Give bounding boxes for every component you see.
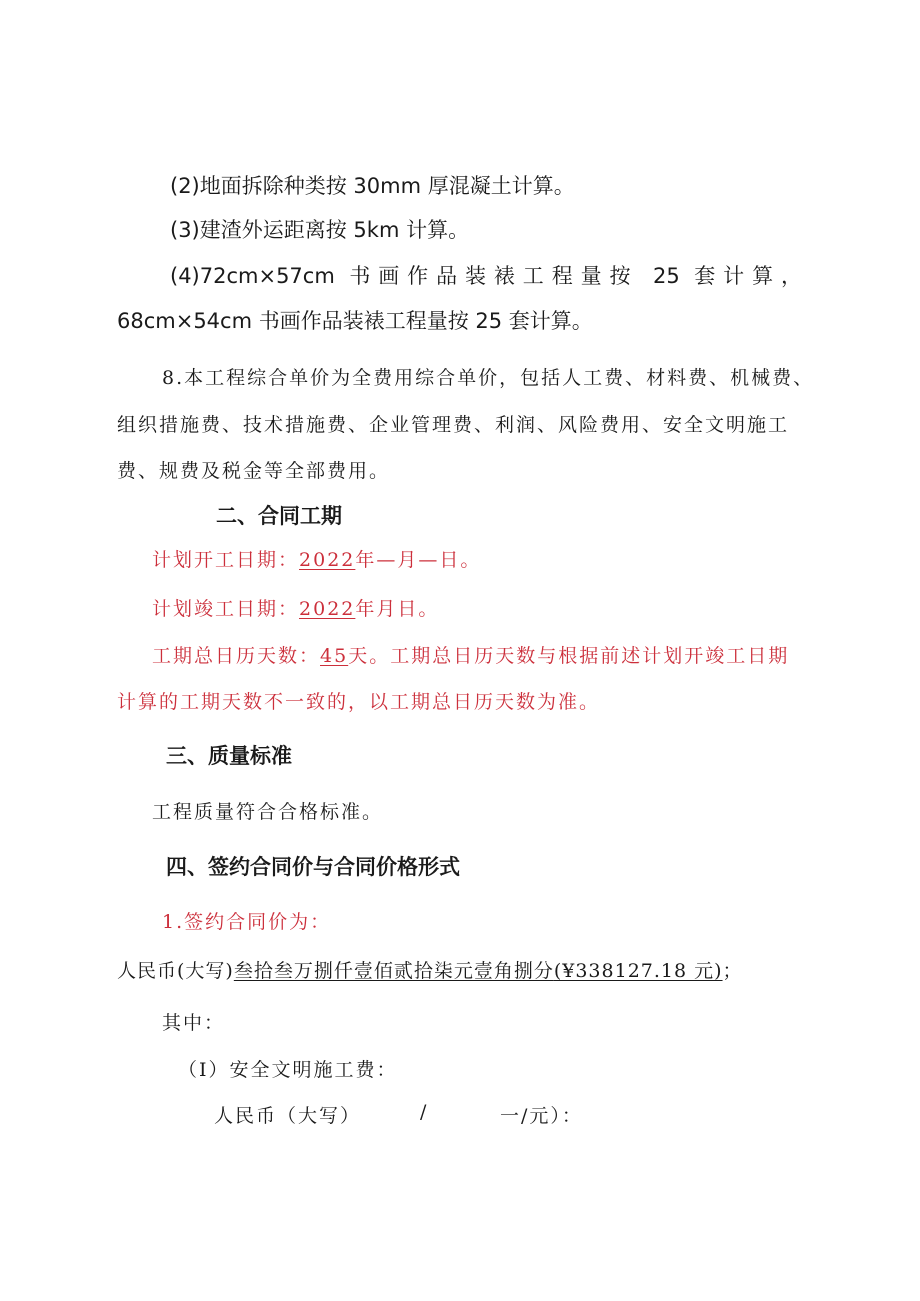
rmb-amount-figure: (¥338127.18 元) xyxy=(553,960,723,982)
total-days-label: 工期总日历天数： xyxy=(152,645,321,667)
planned-start-suffix: 年—月—日。 xyxy=(355,549,482,571)
planned-start-label: 计划开工日期： xyxy=(152,549,300,571)
total-days-suffix: 天。工期总日历天数与根据前述计划开竣工日期 xyxy=(348,645,790,667)
item-3: (3)建渣外运距离按 5km 计算。 xyxy=(170,218,470,242)
section-2-title: 二、合同工期 xyxy=(216,504,342,528)
total-calendar-days xyxy=(152,641,789,668)
planned-start-date xyxy=(152,545,481,572)
quality-standard: 工程质量符合合格标准。 xyxy=(152,801,384,823)
clause-8-line-2: 组织措施费、技术措施费、企业管理费、利润、风险费用、安全文明施工 xyxy=(117,414,790,436)
safety-fee-rmb-label: 人民币（大写） xyxy=(214,1105,362,1127)
clause-8-line-1: 8.本工程综合单价为全费用综合单价，包括人工费、材料费、机械费、 xyxy=(162,367,815,389)
rmb-end: ； xyxy=(722,960,743,982)
item-2: (2)地面拆除种类按 30mm 厚混凝土计算。 xyxy=(170,174,575,198)
rmb-amount-words: 叁拾叁万捌仟壹佰贰拾柒元壹角捌分 xyxy=(233,960,554,982)
planned-end-label: 计划竣工日期： xyxy=(152,598,300,620)
item-4-line-1: (4)72cm×57cm 书画作品装裱工程量按 25 套计算， xyxy=(170,264,802,288)
section-3-title: 三、质量标准 xyxy=(166,744,292,768)
contract-price-rmb xyxy=(117,956,743,983)
planned-end-suffix: 年月日。 xyxy=(355,598,440,620)
total-days-value: 45 xyxy=(320,645,349,667)
contract-price-heading: 1.签约合同价为： xyxy=(162,911,332,933)
item-4-line-2: 68cm×54cm 书画作品装裱工程量按 25 套计算。 xyxy=(117,309,593,333)
planned-end-date xyxy=(152,594,439,621)
safety-fee-blank-1: / xyxy=(420,1101,429,1123)
safety-fee-blank-2: 一/元）： xyxy=(500,1105,583,1127)
among-label: 其中： xyxy=(162,1012,226,1034)
safety-fee-label: （I）安全文明施工费： xyxy=(178,1059,398,1081)
total-days-line-2: 计算的工期天数不一致的，以工期总日历天数为准。 xyxy=(117,691,601,713)
rmb-prefix: 人民币(大写) xyxy=(117,960,234,982)
clause-8-line-3: 费、规费及税金等全部费用。 xyxy=(117,460,391,482)
planned-start-year: 2022 xyxy=(299,549,356,571)
section-4-title: 四、签约合同价与合同价格形式 xyxy=(166,855,460,879)
planned-end-year: 2022 xyxy=(299,598,356,620)
